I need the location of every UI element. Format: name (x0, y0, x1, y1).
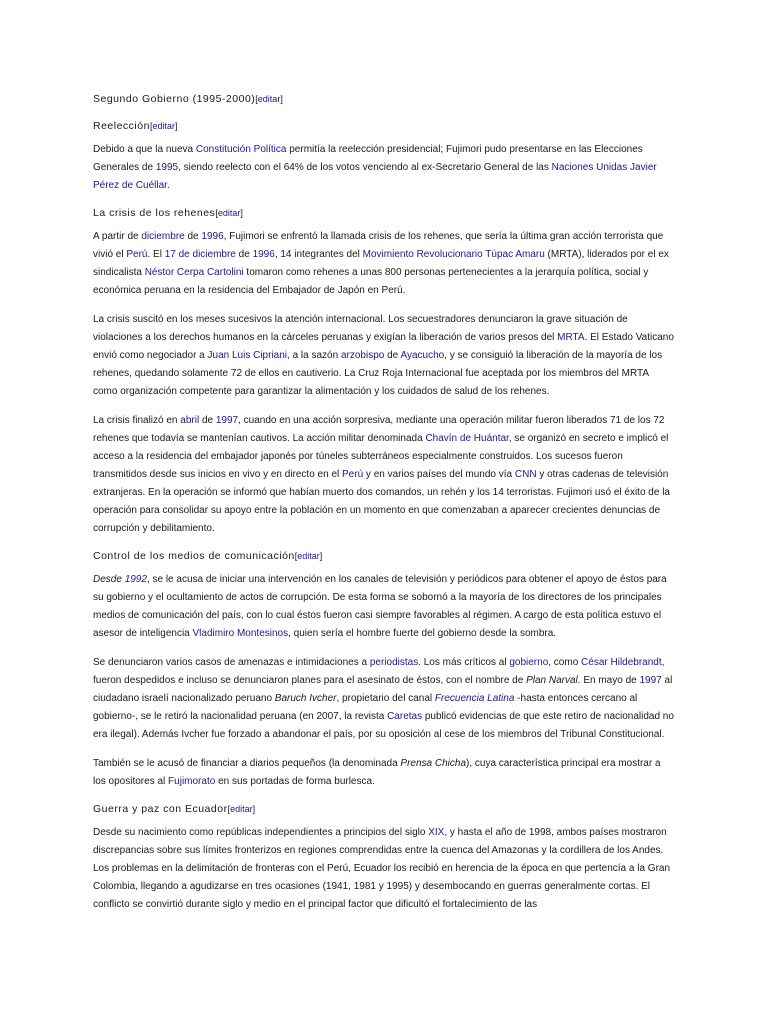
link-1996[interactable]: 1996 (201, 231, 224, 242)
link-peru[interactable]: Perú (342, 469, 364, 480)
section-heading-reeleccion: Reelección[editar] (93, 120, 178, 132)
link-1995[interactable]: 1995 (155, 162, 179, 173)
link-juan-luis-cipriani[interactable]: Juan Luis Cipriani (207, 350, 288, 361)
link-1996[interactable]: 1996 (252, 249, 275, 260)
link-diciembre[interactable]: diciembre (141, 231, 185, 242)
paragraph-ecuador: Desde su nacimiento como repúblicas independientes a principios del siglo XIX, y hasta el año de 1998, ambos países mostraron discrepancias sobre sus límites fronterizos en regiones comprendidas entre la cuenca del Amazonas y la cordillera de los Andes. Los problemas en la delimitación de fronteras con el Perú, Ecuador los recibió en herencia de la época en que pertencía a la Gran Colombia, llegando a agudizarse en tres ocasiones (1941, 1981 y 1995) y desembocando en guerras generalmente cortas. El conflicto se convirtió durante siglo y medio en el principal factor que dificultó el fortalecimiento de las (93, 827, 671, 910)
link-1997[interactable]: 1997 (215, 415, 239, 426)
section-heading-segundo-gobierno: Segundo Gobierno (1995-2000)[editar] (93, 93, 283, 105)
edit-link[interactable]: [editar] (227, 804, 256, 814)
edit-link[interactable]: [editar] (255, 94, 283, 104)
link-nestor-cerpa-cartolini[interactable]: Néstor Cerpa Cartolini (144, 267, 244, 278)
link-abril[interactable]: abril (180, 415, 200, 426)
link-1992[interactable]: 1992 (124, 574, 147, 585)
paragraph-medios-2: Se denunciaron varios casos de amenazas e intimidaciones a periodistas. Los más críticos al gobierno, como César Hildebrandt, fueron despedidos e incluso se denunciaron planes para el asesinato de éstos, con el nombre de Plan Narval. En mayo de 1997 al ciudadano israelí nacionalizado peruano Baruch Ivcher, propietario del canal Frecuencia Latina -hasta entonces cercano al gobierno-, se le retiró la nacionalidad peruana (en 2007, la revista Caretas publicó evidencias de que este retiro de nacionalidad no era ilegal). Además Ivcher fue forzado a abandonar el país, por su oposición al cese de los miembros del Tribunal Constitucional. (93, 657, 674, 740)
section-heading-control-medios: Control de los medios de comunicación[editar] (93, 550, 323, 562)
paragraph-crisis-3: La crisis finalizó en abril de 1997, cuando en una acción sorpresiva, mediante una operación militar fueron liberados 71 de los 72 rehenes que todavía se mantenían cautivos. La acción militar denominada Chavín de Huántar, se organizó en secreto e implicó el acceso a la residencia del embajador japonés por túneles subterráneos especialmente construidos. Los sucesos fueron transmitidos desde sus inicios en vivo y en directo en el Perú y en varios países del mundo vía CNN y otras cadenas de televisión extranjeras. En la operación se informó que habían muerto dos comandos, un rehén y los 14 terroristas. Fujimori usó el éxito de la operación para consolidar su apoyo entre la población en un momento en que comenzaban a aparecer crecientes denuncias de corrupción y debilitamiento. (93, 415, 670, 534)
section-heading-crisis-rehenes: La crisis de los rehenes[editar] (93, 207, 243, 219)
link-cesar-hildebrandt[interactable]: César Hildebrandt (581, 657, 662, 668)
link-17-de-diciembre[interactable]: 17 de diciembre (164, 249, 236, 260)
link-1997[interactable]: 1997 (639, 675, 662, 686)
link-chavin-de-huantar[interactable]: Chavín de Huántar (425, 433, 509, 444)
link-javier-perez-de-cuellar[interactable]: Javier Pérez de Cuéllar (93, 162, 657, 191)
link-constitucion-politica[interactable]: Constitución Política (195, 144, 287, 155)
link-mrta[interactable]: Movimiento Revolucionario Túpac Amaru (362, 249, 545, 260)
link-peru[interactable]: Perú (126, 249, 148, 260)
paragraph-crisis-2: La crisis suscitó en los meses sucesivos la atención internacional. Los secuestradores denunciaron la grave situación de violaciones a los derechos humanos en la cárceles peruanas y exigían la liberación de varios presos del MRTA. El Estado Vaticano envió como negociador a Juan Luis Cipriani, a la sazón arzobispo de Ayacucho, y se consiguió la liberación de la mayoría de los rehenes, quedando solamente 72 de ellos en cautiverio. La Cruz Roja Internacional fue aceptada por los miembros del MRTA como organización competente para garantizar la alimentación y los cuidados de salud de los rehenes. (93, 314, 674, 397)
paragraph-crisis-1: A partir de diciembre de 1996, Fujimori se enfrentó la llamada crisis de los rehenes, que sería la última gran acción terrorista que vivió el Perú. El 17 de diciembre de 1996, 14 integrantes del Movimiento Revolucionario Túpac Amaru (MRTA), liderados por el ex sindicalista Néstor Cerpa Cartolini tomaron como rehenes a unas 800 personas pertenecientes a la jerarquía política, social y económica peruana en la residencia del Embajador de Japón en Perú. (93, 231, 669, 296)
link-cnn[interactable]: CNN (514, 469, 537, 480)
link-caretas[interactable]: Caretas (387, 711, 423, 722)
link-arzobispo[interactable]: arzobispo (340, 350, 385, 361)
paragraph-medios-3: También se le acusó de financiar a diarios pequeños (la denominada Prensa Chicha), cuya característica principal era mostrar a los opositores al Fujimorato en sus portadas de forma burlesca. (93, 758, 661, 787)
paragraph-reeleccion: Debido a que la nueva Constitución Política permitía la reelección presidencial; Fujimori pudo presentarse en las Elecciones Generales de 1995, siendo reelecto con el 64% de los votos venciendo al ex-Secretario General de las Naciones Unidas Javier Pérez de Cuéllar. (93, 144, 657, 191)
link-siglo-xix[interactable]: XIX (428, 827, 445, 838)
link-frecuencia-latina[interactable]: Frecuencia Latina (434, 693, 515, 704)
link-periodistas[interactable]: periodistas (369, 657, 419, 668)
edit-link[interactable]: [editar] (294, 551, 323, 561)
link-fujimorato[interactable]: Fujimorato (168, 776, 216, 787)
paragraph-medios-1: Desde 1992, se le acusa de iniciar una intervención en los canales de televisión y periódicos para obtener el apoyo de éstos para su gobierno y el ocultamiento de actos de corrupción. De esta forma se sobornó a la mayoría de los directores de los principales medios de comunicación del país, con lo cual éstos fueron casi siempre favorables al régimen. A cargo de esta política estuvo el asesor de inteligencia Vladimiro Montesinos, quien sería el hombre fuerte del gobierno desde la sombra. (93, 574, 667, 639)
article (93, 92, 675, 914)
edit-link[interactable]: [editar] (215, 208, 243, 218)
link-gobierno[interactable]: gobierno (509, 657, 549, 668)
section-heading-guerra-ecuador: Guerra y paz con Ecuador[editar] (93, 803, 256, 815)
link-vladimiro-montesinos[interactable]: Vladimiro Montesinos (192, 628, 289, 639)
link-mrta[interactable]: MRTA (557, 332, 585, 343)
link-ayacucho[interactable]: Ayacucho (400, 350, 445, 361)
link-naciones-unidas[interactable]: Naciones Unidas (551, 162, 628, 173)
edit-link[interactable]: [editar] (149, 121, 178, 131)
